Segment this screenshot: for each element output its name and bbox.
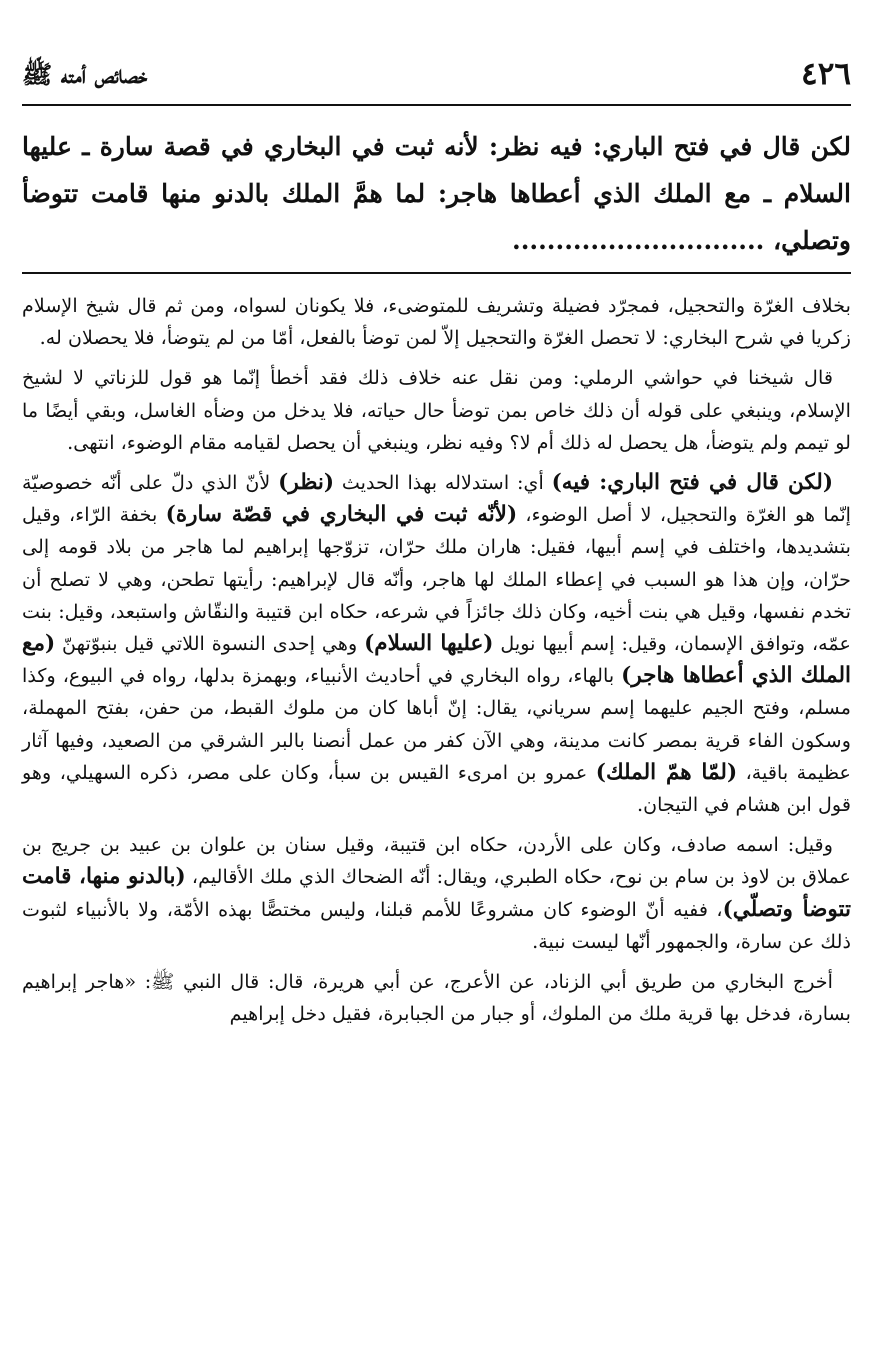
quoted-matn: (لكن قال في فتح الباري: فيه) — [551, 470, 833, 496]
page-number: ٤٢٦ — [801, 56, 851, 92]
commentary-paragraph-4 — [22, 829, 851, 958]
commentary-paragraph-3 — [22, 467, 851, 821]
quoted-matn: (لأنّه ثبت في البخاري في قصّة سارة) — [165, 502, 518, 528]
commentary-text: بالهاء، رواه البخاري في أحاديث الأنبياء، وبهمزة بدلها، رواه في البيوع، وكذا مسلم، وفتح الجيم عليهما إسم سرياني، يقال: إنّ أباها كان من ملوك القبط، من حفن، بفتح المهملة، وسكون الفاء قرية بمصر كانت مدينة، وهي الآن كفر من عمل أنصنا بالبر الشرقي من الصعيد، وفيها آثار عظيمة باقية، — [22, 664, 852, 784]
quoted-matn: (عليها السلام) — [364, 631, 494, 657]
quoted-matn: (بالدنو منها، قامت تتوضأ وتصلّي) — [22, 864, 852, 922]
matn-separator-rule — [22, 272, 851, 274]
running-title: خصائص أمته ﷺ — [22, 60, 148, 89]
quoted-matn: (لمّا همّ الملك) — [595, 759, 738, 785]
commentary-text: وقيل: اسمه صادف، وكان على الأردن، حكاه ابن قتيبة، وقيل سنان بن علوان بن عبيد بن جريج بن عملاق بن لاوذ بن سام بن نوح، حكاه الطبري، ويقال: أنّه الضحاك الذي ملك الأقاليم، — [22, 833, 851, 889]
commentary-text: وهي إحدى النسوة اللاتي قيل بنبوّتهنّ — [55, 632, 365, 656]
commentary-text: أي: استدلاله بهذا الحديث — [334, 471, 552, 495]
page-header — [22, 56, 851, 102]
commentary-text: بخفة الرّاء، وقيل بتشديدها، واختلف في إسم أبيها، فقيل: هاران ملك حرّان، تزوّجها إبراهيم لما هاجر من بلاد قومه إلى حرّان، وإن هذا هو السبب في إعطاء الملك لها هاجر، وأنّه قال لإبراهيم: رأيتها تطحن، وهي لا تصلح أن تخدم نفسها، وقيل هي بنت أخيه، وكان ذلك جائزاً في شرعه، حكاه ابن قتيبة والنقّاش واستبعد، وقيل: بنت عمّه، وتوافق الإسمان، وقيل: إسم أبيها نويل — [22, 503, 851, 656]
commentary-paragraph-2: قال شيخنا في حواشي الرملي: ومن نقل عنه خلاف ذلك فقد أخطأ إنّما هو قول للزناتي لا لشيخ الإسلام، وينبغي على قوله أن ذلك خاص بمن توضأ حال حياته، فلا يدخل من وضأه الغاسل، وبقي أيضًا ما لو تيمم ولم يتوضأ، هل يحصل له ذلك أم لا؟ وفيه نظر، وينبغي أن يحصل لقيامه مقام الوضوء، انتهى. — [22, 366, 851, 454]
commentary-text: عمرو بن امرىء القيس بن سبأ، وكان على مصر، ذكره السهيلي، وهو قول ابن هشام في التيجان. — [22, 760, 851, 817]
quoted-matn: (نظر) — [278, 470, 335, 496]
matn-text: لكن قال في فتح الباري: فيه نظر: لأنه ثبت في البخاري في قصة سارة ـ عليها السلام ـ مع الملك الذي أعطاها هاجر: لما همَّ الملك بالدنو منها قامت تتوضأ وتصلي، ............................. — [22, 132, 852, 255]
commentary-text: لأنّ الذي دلّ على أنّه خصوصيّة إنّما هو الغرّة والتحجيل، لا أصل الوضوء، — [22, 471, 851, 527]
commentary-text: ، ففيه أنّ الوضوء كان مشروعًا للأمم قبلنا، وليس مختصًّا بهذه الأمّة، ولا بالأنبياء لثبوت ذلك عن سارة، والجمهور أنّها ليست نبية. — [22, 897, 851, 953]
header-rule — [22, 104, 851, 106]
quoted-matn: (مع الملك الذي أعطاها هاجر) — [22, 631, 851, 689]
commentary-paragraph-1: بخلاف الغرّة والتحجيل، فمجرّد فضيلة وتشريف للمتوضىء، فلا يكونان لسواه، ومن ثم قال شيخ الإسلام زكريا في شرح البخاري: لا تحصل الغرّة والتحجيل إلاّ لمن توضأ بالفعل، أمّا من لم يتوضأ، فلا يحصلان له. — [22, 294, 851, 350]
commentary-block — [22, 290, 851, 1038]
commentary-paragraph-5: أخرج البخاري من طريق أبي الزناد، عن الأعرج، عن أبي هريرة، قال: قال النبي ﷺ: «هاجر إبراهيم بسارة، فدخل بها قرية ملك من الملوك، أو جبار من الجبابرة، فقيل دخل إبراهيم — [22, 970, 851, 1026]
